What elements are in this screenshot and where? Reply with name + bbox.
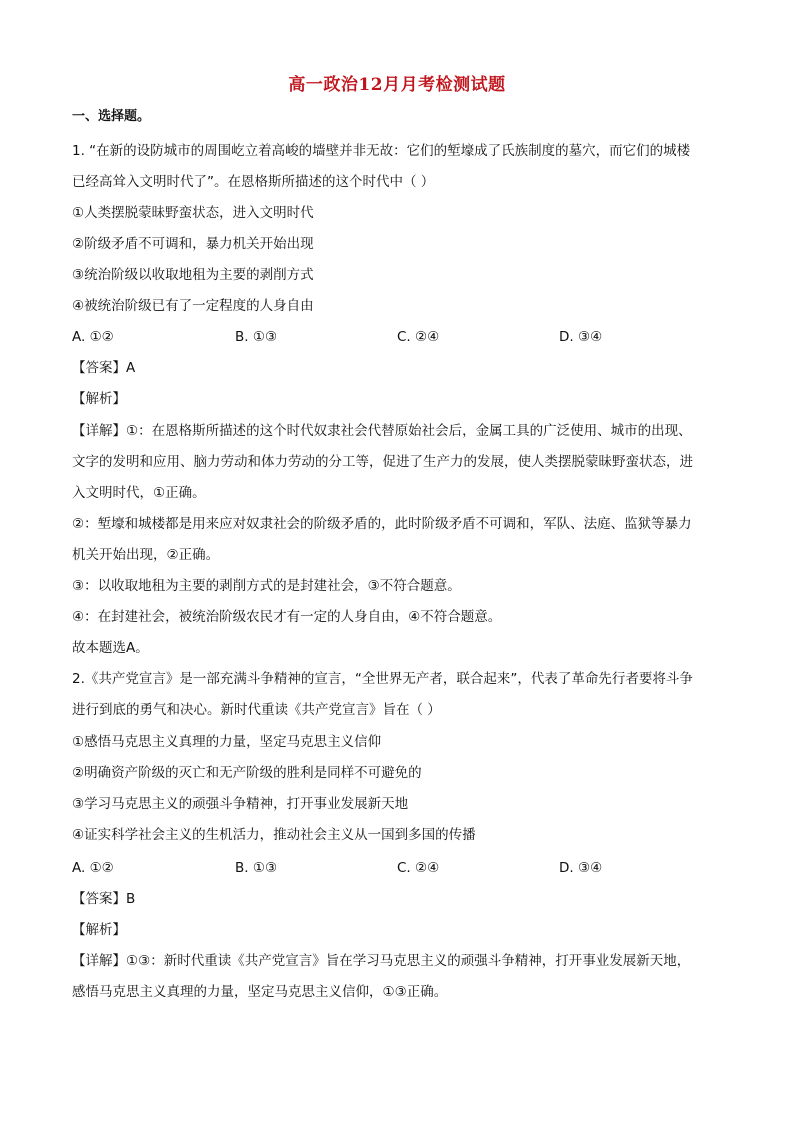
q2-stem-line-2: 进行到底的勇气和决心。新时代重读《共产党宣言》旨在（ ）: [72, 702, 441, 718]
q1-detail-line-6: ③：以收取地租为主要的剥削方式的是封建社会，③不符合题意。: [72, 578, 461, 594]
page-title: 高一政治12月月考检测试题: [288, 75, 506, 95]
q1-options: [72, 327, 722, 347]
q2-detail-line-2: 感悟马克思主义真理的力量，坚定马克思主义信仰，①③正确。: [72, 984, 448, 1000]
q2-detail-line-1: 【详解】①③：新时代重读《共产党宣言》旨在学习马克思主义的顽强斗争精神，打开事业发展新天地，: [72, 953, 691, 969]
q1-option-d: D. ③④: [559, 329, 603, 345]
q1-stem-line-1: 1. “在新的设防城市的周围屹立着高峻的墙壁并非无故：它们的堑壕成了氏族制度的墓穴，而它们的城楼: [72, 143, 691, 159]
q1-option-b: B. ①③: [235, 329, 278, 345]
q2-option-c: C. ②④: [397, 860, 440, 876]
q2-option-a: A. ①②: [72, 860, 114, 876]
q2-option-d: D. ③④: [559, 860, 603, 876]
q1-answer: 【答案】A: [72, 360, 136, 376]
q1-item-2: ②阶级矛盾不可调和，暴力机关开始出现: [72, 236, 314, 252]
q2-option-b: B. ①③: [235, 860, 278, 876]
q1-detail-line-2: 文字的发明和应用、脑力劳动和体力劳动的分工等，促进了生产力的发展，使人类摆脱蒙昧野蛮状态，进: [72, 454, 693, 470]
q1-item-4: ④被统治阶级已有了一定程度的人身自由: [72, 298, 314, 314]
q1-item-1: ①人类摆脱蒙昧野蛮状态，进入文明时代: [72, 205, 314, 221]
q2-item-3: ③学习马克思主义的顽强斗争精神，打开事业发展新天地: [72, 796, 409, 812]
q2-options: [72, 858, 722, 878]
q2-item-2: ②明确资产阶级的灭亡和无产阶级的胜利是同样不可避免的: [72, 765, 422, 781]
q1-detail-line-3: 入文明时代，①正确。: [72, 485, 206, 501]
q2-item-1: ①感悟马克思主义真理的力量，坚定马克思主义信仰: [72, 734, 382, 750]
q1-option-a: A. ①②: [72, 329, 114, 345]
q2-item-4: ④证实科学社会主义的生机活力，推动社会主义从一国到多国的传播: [72, 827, 476, 843]
section-heading: 一、选择题。: [72, 109, 151, 124]
q1-detail-line-4: ②：堑壕和城楼都是用来应对奴隶社会的阶级矛盾的，此时阶级矛盾不可调和，军队、法庭、监狱等暴力: [72, 516, 692, 532]
q1-detail-line-8: 故本题选A。: [72, 640, 149, 656]
q1-analysis-label: 【解析】: [72, 391, 126, 407]
q1-detail-line-7: ④：在封建社会，被统治阶级农民才有一定的人身自由，④不符合题意。: [72, 609, 502, 625]
q2-answer: 【答案】B: [72, 891, 136, 907]
q1-option-c: C. ②④: [397, 329, 440, 345]
q1-item-3: ③统治阶级以收取地租为主要的剥削方式: [72, 267, 314, 283]
q1-detail-line-1: 【详解】①：在恩格斯所描述的这个时代奴隶社会代替原始社会后，金属工具的广泛使用、城市的出现、: [72, 423, 692, 439]
q2-stem-line-1: 2.《共产党宣言》是一部充满斗争精神的宣言，“全世界无产者，联合起来”，代表了革命先行者要将斗争: [72, 671, 693, 687]
q2-analysis-label: 【解析】: [72, 922, 126, 938]
q1-stem-line-2: 已经高耸入文明时代了”。在恩格斯所描述的这个时代中（ ）: [72, 174, 435, 190]
q1-detail-line-5: 机关开始出现，②正确。: [72, 547, 220, 563]
